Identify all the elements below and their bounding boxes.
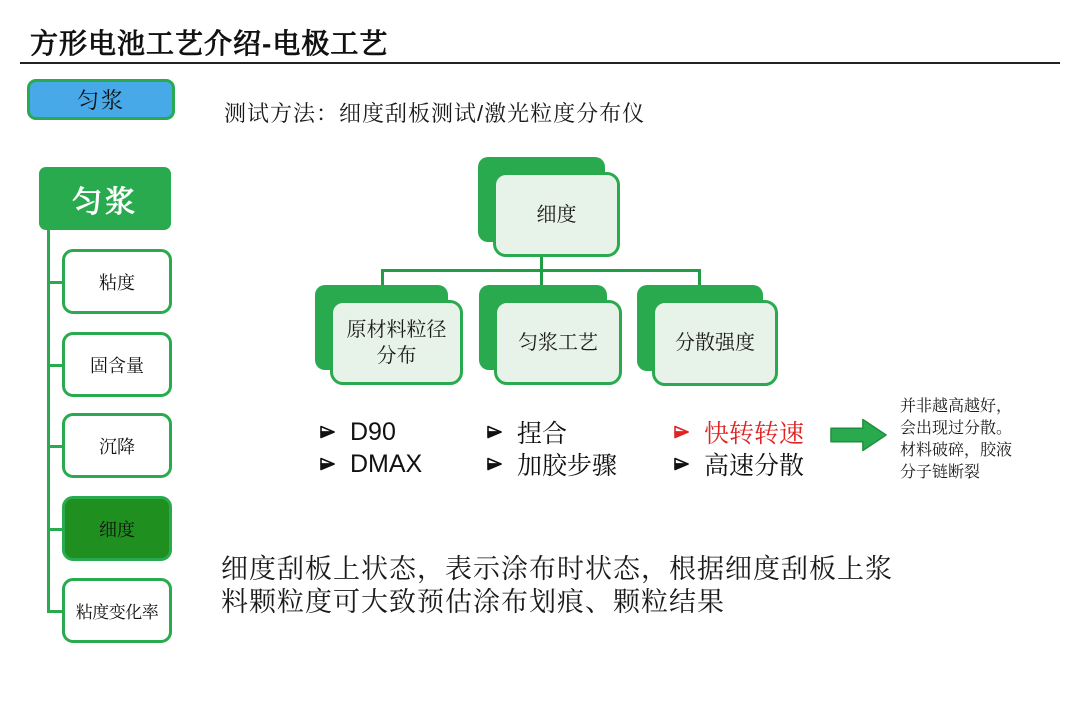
tree-child-label: 分散强度 [675, 332, 755, 354]
bullet-item [674, 448, 804, 480]
bullet-item [320, 448, 422, 480]
sidebar-item-viscosity [62, 249, 172, 314]
bullet-item [487, 448, 617, 480]
annotation-line: 材料破碎，胶液 [900, 442, 1013, 459]
bullet-text: 捏合 [517, 420, 568, 448]
test-method-text: 测试方法：细度刮板测试/激光粒度分布仪 [224, 101, 646, 126]
stage-chip [27, 79, 175, 120]
annotation-line: 并非越高越好， [900, 398, 1013, 415]
bullet-text: 加胶步骤 [517, 452, 618, 480]
bullet-arrow-icon [674, 424, 690, 440]
sidebar-item-sedimentation [62, 413, 172, 478]
bullet-text: D90 [350, 417, 396, 446]
tree-root-node [493, 172, 620, 257]
bullet-arrow-icon [487, 424, 503, 440]
tree-child-raw-material-particle-size [330, 300, 463, 385]
bullet-item [320, 416, 422, 448]
bullet-item [487, 416, 617, 448]
sidebar-item-label: 细度 [99, 519, 135, 540]
right-block-arrow-icon [830, 417, 888, 458]
stage-chip-label: 匀浆 [76, 88, 125, 113]
sidebar-item-label: 固含量 [90, 355, 144, 376]
footer-line: 料颗粒度可大致预估涂布划痕、颗粒结果 [221, 587, 725, 617]
bullet-arrow-icon [320, 456, 336, 472]
bullet-arrow-icon [674, 456, 690, 472]
sidebar-item-label: 沉降 [99, 436, 135, 457]
sidebar-item-fineness-active [62, 496, 172, 561]
sidebar-item-solid-content [62, 332, 172, 397]
bullet-arrow-icon [487, 456, 503, 472]
footer-description [221, 553, 893, 619]
footer-line: 细度刮板上状态，表示涂布时状态，根据细度刮板上浆 [221, 554, 893, 584]
tree-child-mixing-process [494, 300, 622, 385]
bullet-text: 快转转速 [704, 420, 805, 448]
sidebar-item-label: 粘度 [99, 272, 135, 293]
bullet-item-highlighted [674, 416, 804, 448]
sidebar-item-viscosity-change-rate [62, 578, 172, 643]
sidebar-item-label: 粘度变化率 [75, 603, 159, 622]
tree-child-label: 原材料粒径分布 [346, 318, 447, 367]
annotation-text [900, 396, 1012, 484]
tree-root-label: 细度 [536, 203, 577, 226]
annotation-line: 会出现过分散。 [900, 420, 1013, 437]
bullet-list-particle-size [320, 416, 422, 480]
tree-child-label: 匀浆工艺 [518, 331, 598, 354]
bullet-arrow-icon [320, 424, 336, 440]
bullet-list-mixing-process [487, 416, 617, 480]
sidebar-trunk-line [47, 230, 50, 611]
annotation-line: 分子链断裂 [900, 464, 981, 481]
bullet-text: 高速分散 [704, 452, 805, 480]
page-title: 方形电池工艺介绍-电极工艺 [30, 28, 389, 59]
bullet-list-dispersion-intensity [674, 416, 804, 480]
tree-child-dispersion-intensity [652, 300, 778, 386]
bullet-text: DMAX [350, 449, 423, 478]
sidebar-root-node: 匀浆 [39, 167, 171, 230]
title-underline [20, 62, 1060, 64]
